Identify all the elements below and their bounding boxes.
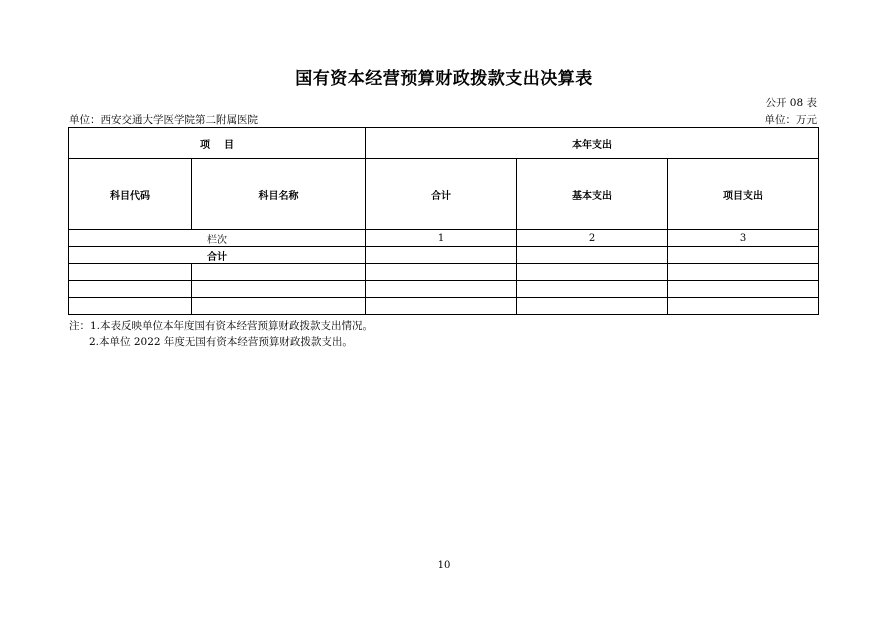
- note-line: 注：1.本表反映单位本年度国有资本经营预算财政拨款支出情况。: [69, 320, 374, 332]
- table-cell: [192, 281, 366, 298]
- table-cell: [192, 298, 366, 315]
- header-project-expenditure: 项目支出: [668, 159, 819, 230]
- table-cell: [517, 298, 668, 315]
- form-number: 公开 08 表: [765, 97, 817, 109]
- table-cell: [366, 247, 517, 264]
- column-index: 2: [517, 230, 668, 247]
- row-index-label: 栏次: [69, 230, 366, 247]
- page-title: 国有资本经营预算财政拨款支出决算表: [295, 69, 593, 89]
- table-cell: [366, 281, 517, 298]
- table-cell: [69, 264, 192, 281]
- header-subject-code: 科目代码: [69, 159, 192, 230]
- table-cell: [366, 264, 517, 281]
- table-cell: [668, 298, 819, 315]
- table-cell: [668, 281, 819, 298]
- table-cell: [517, 281, 668, 298]
- header-item: 项 目: [69, 128, 366, 159]
- expenditure-table: [68, 127, 819, 315]
- table-cell: [192, 264, 366, 281]
- table-row: [69, 298, 819, 315]
- total-row: [69, 247, 819, 264]
- column-index: 3: [668, 230, 819, 247]
- table-cell: [517, 264, 668, 281]
- page-number: 10: [437, 560, 451, 571]
- header-total: 合计: [366, 159, 517, 230]
- table-cell: [69, 281, 192, 298]
- column-index-row: [69, 230, 819, 247]
- table-cell: [517, 247, 668, 264]
- table-row: [69, 281, 819, 298]
- table-cell: [366, 298, 517, 315]
- header-row-2: [69, 159, 819, 230]
- header-subject-name: 科目名称: [192, 159, 366, 230]
- table-cell: [668, 247, 819, 264]
- header-basic-expenditure: 基本支出: [517, 159, 668, 230]
- header-current-year: 本年支出: [366, 128, 819, 159]
- reporting-unit: 单位：西安交通大学医学院第二附属医院: [69, 114, 258, 126]
- table-cell: [69, 298, 192, 315]
- header-row-1: [69, 128, 819, 159]
- column-index: 1: [366, 230, 517, 247]
- total-label: 合计: [69, 247, 366, 264]
- notes: [69, 318, 373, 350]
- table-row: [69, 264, 819, 281]
- table-cell: [668, 264, 819, 281]
- currency-unit: 单位：万元: [764, 114, 817, 126]
- note-line: 2.本单位 2022 年度无国有资本经营预算财政拨款支出。: [89, 336, 353, 348]
